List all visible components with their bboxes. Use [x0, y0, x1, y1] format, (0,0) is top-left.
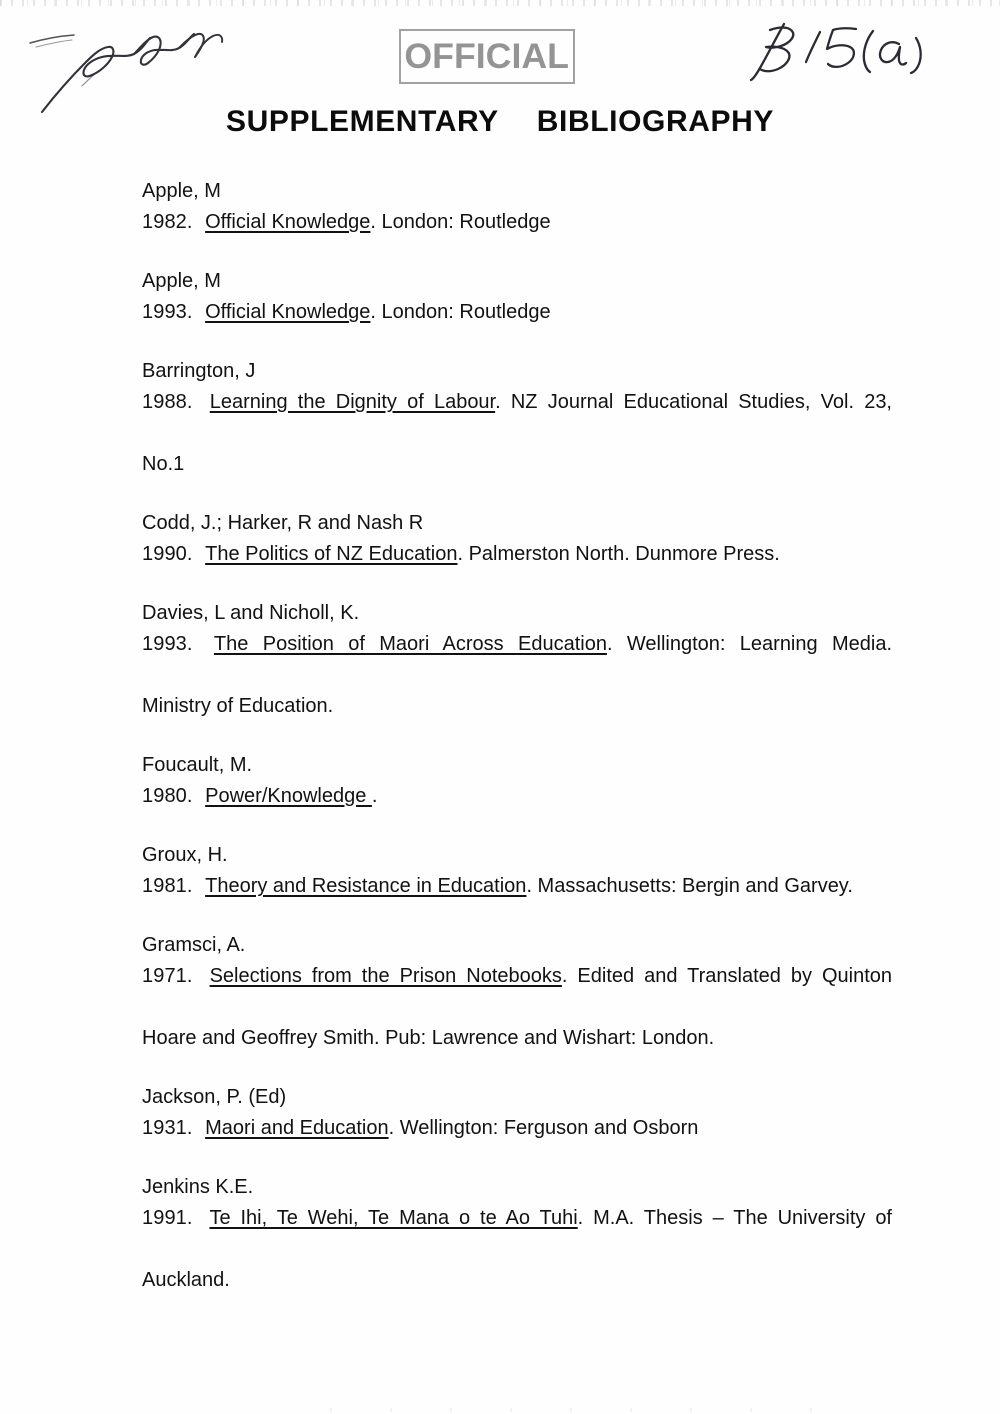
entry-publication-info: . Wellington: Ferguson and Osborn — [388, 1117, 699, 1139]
bibliography-entry — [142, 1082, 892, 1144]
entry-author-line: Groux, H. — [142, 844, 228, 866]
entry-publication-info: . M.A. Thesis – The University of — [577, 1207, 892, 1229]
entry-year: 1990. — [142, 543, 193, 565]
entry-year: 1971. — [142, 965, 193, 987]
entry-citation-line — [142, 207, 892, 238]
entry-publication-info: . Massachusetts: Bergin and Garvey. — [526, 875, 853, 897]
entry-continuation-line: Hoare and Geoffrey Smith. Pub: Lawrence and Wishart: London. — [142, 1027, 715, 1049]
entry-author-line: Jenkins K.E. — [142, 1176, 254, 1198]
entry-author-line: Codd, J.; Harker, R and Nash R — [142, 512, 424, 534]
bibliography-entry — [142, 750, 892, 812]
entry-title: Selections from the Prison Notebooks — [209, 965, 562, 987]
handwritten-reference-mark — [740, 16, 930, 88]
entry-publication-info: . Edited and Translated by Quinton — [561, 965, 893, 987]
entry-title: Power/Knowledge — [205, 785, 372, 807]
entry-year: 1993. — [142, 301, 193, 323]
entry-title: Official Knowledge — [205, 211, 371, 233]
entry-continuation-line: Ministry of Education. — [142, 695, 334, 717]
entry-citation-line — [142, 387, 892, 449]
entry-year: 1981. — [142, 875, 193, 897]
entry-year: 1982. — [142, 211, 193, 233]
official-stamp — [399, 29, 575, 84]
entry-citation-line — [142, 1113, 892, 1144]
entry-title: Learning the Dignity of Labour — [209, 391, 496, 413]
entry-publication-info: . London: Routledge — [370, 211, 551, 233]
entry-continuation-line: Auckland. — [142, 1269, 230, 1291]
scan-artifact-top-edge — [0, 0, 1000, 6]
bibliography-entry — [142, 266, 892, 328]
entry-year: 1931. — [142, 1117, 193, 1139]
entry-title: The Position of Maori Across Education — [213, 633, 607, 655]
entry-publication-info: . Wellington: Learning Media. — [606, 633, 893, 655]
entry-citation-line — [142, 297, 892, 328]
entry-publication-info: . — [371, 785, 378, 807]
entry-publication-info: . Palmerston North. Dunmore Press. — [457, 543, 780, 565]
entry-author-line: Apple, M — [142, 180, 221, 202]
entry-title: Maori and Education — [205, 1117, 389, 1139]
entry-year: 1991. — [142, 1207, 193, 1229]
entry-title: Theory and Resistance in Education — [205, 875, 527, 897]
bibliography-entry — [142, 1172, 892, 1296]
entry-citation-line — [142, 871, 892, 902]
entry-continuation-line: No.1 — [142, 453, 185, 475]
page-title-word-2: BIBLIOGRAPHY — [536, 105, 775, 138]
entry-author-line: Davies, L and Nicholl, K. — [142, 602, 360, 624]
entry-publication-info: . NZ Journal Educational Studies, Vol. 23, — [495, 391, 892, 413]
entry-author-line: Barrington, J — [142, 360, 256, 382]
bibliography-entry — [142, 598, 892, 722]
entry-year: 1988. — [142, 391, 193, 413]
bibliography-entry — [142, 356, 892, 480]
page-title — [0, 105, 1000, 139]
entry-citation-line — [142, 1203, 892, 1265]
entry-citation-line — [142, 961, 892, 1023]
scan-artifact-bottom-edge — [330, 1408, 830, 1412]
entry-year: 1993. — [142, 633, 193, 655]
entry-author-line: Foucault, M. — [142, 754, 253, 776]
entry-citation-line — [142, 539, 892, 570]
entry-author-line: Gramsci, A. — [142, 934, 246, 956]
official-stamp-label: OFFICIAL — [404, 37, 570, 76]
entry-title: The Politics of NZ Education — [205, 543, 458, 565]
entry-author-line: Apple, M — [142, 270, 221, 292]
bibliography-entry — [142, 508, 892, 570]
page-title-word-1: SUPPLEMENTARY — [225, 105, 499, 138]
entry-title: Official Knowledge — [205, 301, 371, 323]
entry-year: 1980. — [142, 785, 193, 807]
entry-title: Te Ihi, Te Wehi, Te Mana o te Ao Tuhi — [209, 1207, 578, 1229]
entry-publication-info: . London: Routledge — [370, 301, 551, 323]
entry-citation-line — [142, 781, 892, 812]
bibliography-list — [142, 176, 892, 1324]
entry-citation-line — [142, 629, 892, 691]
bibliography-entry — [142, 930, 892, 1054]
entry-author-line: Jackson, P. (Ed) — [142, 1086, 287, 1108]
bibliography-entry — [142, 176, 892, 238]
bibliography-entry — [142, 840, 892, 902]
